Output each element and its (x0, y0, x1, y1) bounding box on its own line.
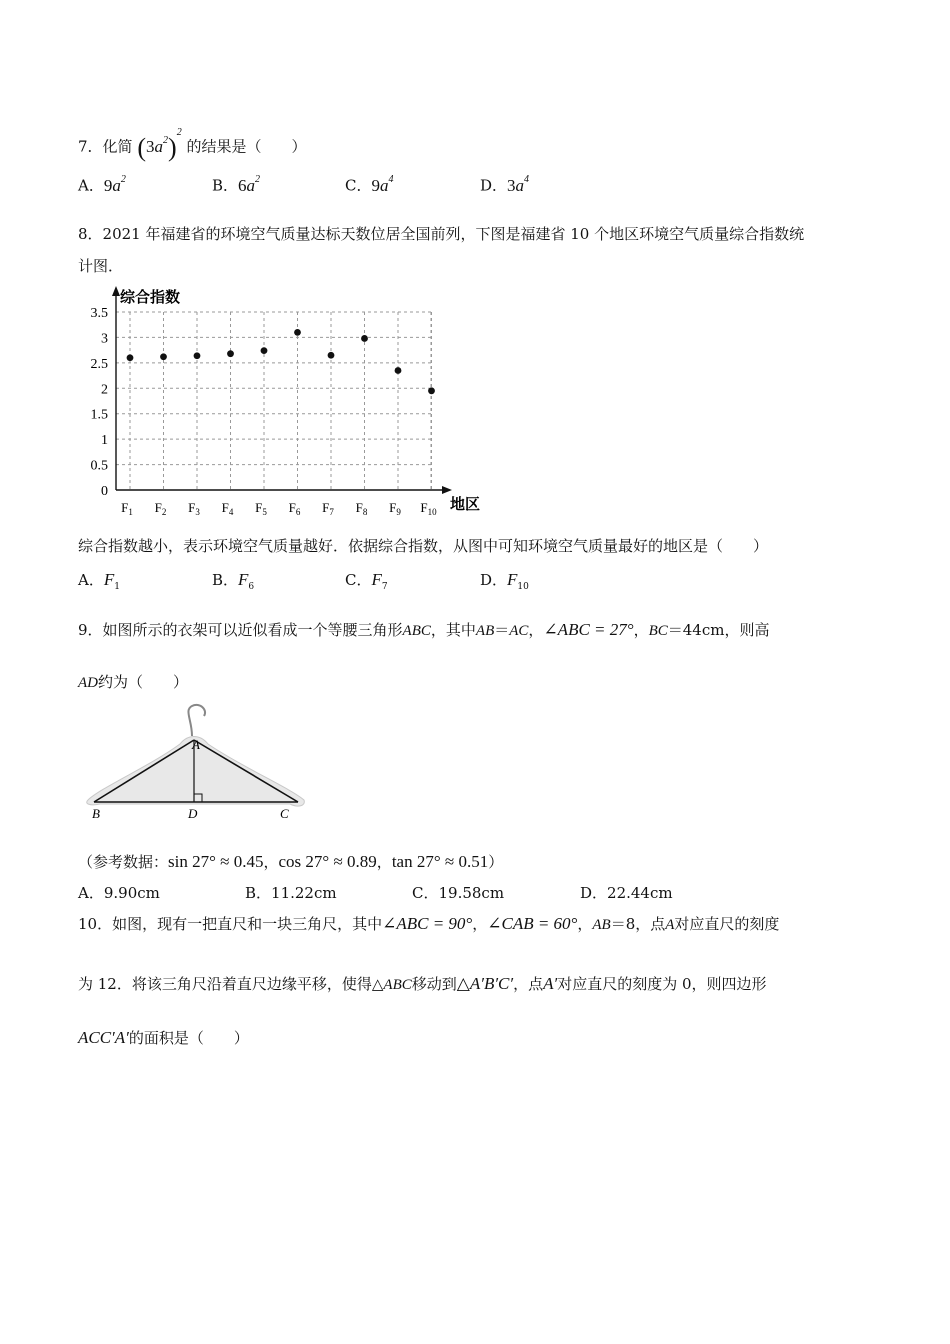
chart-ylabel: 综合指数 (120, 290, 181, 306)
q7-number: 7． (78, 137, 103, 156)
q10-stem-line2: 为 12．将该三角尺沿着直尺边缘平移，使得△ABC移动到△A′B′C′，点A′对应直尺的刻度为 0，则四边形 (78, 974, 767, 993)
q7-option-d: D．$3a^4$ (480, 174, 530, 195)
q8-option-c: C．$F_7$ (345, 570, 388, 592)
data-point-F9 (395, 367, 402, 374)
data-point-F6 (294, 329, 301, 336)
data-point-F3 (194, 352, 201, 359)
q9-option-b: B．11.22cm (245, 884, 337, 902)
q10-stem-line3: ACC′A′的面积是（ ） (78, 1028, 249, 1047)
q7-option-c: C．$9a^4$ (345, 174, 394, 195)
x-tick-label: $F_{10}$ (420, 500, 437, 517)
q8-stem-line1: 8．2021 年福建省的环境空气质量达标天数位居全国前列，下图是福建省 10 个地区环境空气质量综合指数统 (78, 225, 805, 243)
q9-option-a: A．9.90cm (78, 884, 160, 902)
q9-hanger-figure (80, 700, 320, 830)
y-tick-label: 3.5 (90, 306, 108, 321)
data-point-F2 (160, 353, 167, 360)
x-tick-label: $F_7$ (322, 500, 334, 517)
y-tick-label: 2.5 (90, 356, 108, 372)
data-point-F5 (261, 347, 268, 354)
q8-option-d: D．$F_{10}$ (480, 570, 529, 592)
x-axis-arrow (442, 486, 452, 494)
y-tick-label: 1.5 (90, 407, 108, 423)
chart-xlabel: 地区 (450, 497, 481, 513)
x-tick-label: $F_6$ (288, 500, 301, 517)
q7-option-a: A．$9a^2$ (78, 174, 126, 195)
q7-stem (78, 127, 307, 162)
x-tick-label: $F_8$ (355, 500, 368, 517)
y-tick-label: 0 (101, 484, 108, 499)
q9-option-c: C．19.58cm (412, 884, 505, 902)
chart-points (127, 329, 435, 394)
x-tick-label: $F_3$ (188, 500, 200, 517)
q9-option-d: D．22.44cm (580, 884, 673, 902)
data-point-F10 (428, 387, 435, 394)
y-tick-label: 3 (101, 331, 108, 347)
q8-note: 综合指数越小，表示环境空气质量越好．依据综合指数，从图中可知环境空气质量最好的地区是（ ） (78, 537, 769, 555)
data-point-F1 (127, 354, 134, 361)
data-point-F8 (361, 335, 368, 342)
q8-chart (76, 280, 496, 520)
q7-pre: 化简 (102, 137, 133, 156)
chart-y-tick-labels (91, 306, 109, 499)
q8-option-b: B．$F_6$ (212, 570, 255, 592)
y-tick-label: 1 (101, 433, 108, 449)
label-c: C (280, 806, 289, 821)
y-tick-label: 2 (101, 382, 108, 398)
y-axis-arrow (112, 286, 120, 296)
q7-expression: $(3a^2)^2$ (137, 127, 182, 162)
x-tick-label: $F_4$ (221, 500, 234, 517)
label-d: D (188, 806, 198, 821)
q9-angle: ∠ABC = 27° (543, 620, 634, 639)
x-tick-label: $F_5$ (255, 500, 267, 517)
label-a: A (192, 737, 200, 752)
data-point-F4 (227, 350, 234, 357)
q8-option-a: A．$F_1$ (78, 570, 120, 592)
q7-post: 的结果是（ ） (186, 137, 307, 156)
chart-grid (116, 312, 432, 490)
data-point-F7 (328, 352, 335, 359)
hanger-hook (188, 705, 205, 736)
y-tick-label: 0.5 (90, 458, 108, 474)
x-tick-label: $F_9$ (389, 500, 401, 517)
label-b: B (92, 806, 100, 821)
x-tick-label: $F_1$ (121, 500, 133, 517)
q10-stem-line1: 10．如图，现有一把直尺和一块三角尺，其中∠ABC = 90°，∠CAB = 60°，AB＝8，点A对应直尺的刻度 (78, 914, 780, 933)
q9-stem-line2: AD约为（ ） (78, 673, 189, 691)
chart-x-tick-labels (121, 500, 437, 517)
q8-stem-line2: 计图． (78, 257, 124, 275)
q9-reference: （参考数据：sin 27° ≈ 0.45，cos 27° ≈ 0.89，tan 27° ≈ 0.51） (78, 852, 504, 871)
q7-option-b: B．$6a^2$ (212, 174, 261, 195)
x-tick-label: $F_2$ (154, 500, 167, 517)
q9-stem-line1: 9．如图所示的衣架可以近似看成一个等腰三角形ABC，其中AB＝AC，∠ABC = 27°，BC＝44cm，则高 (78, 620, 770, 639)
